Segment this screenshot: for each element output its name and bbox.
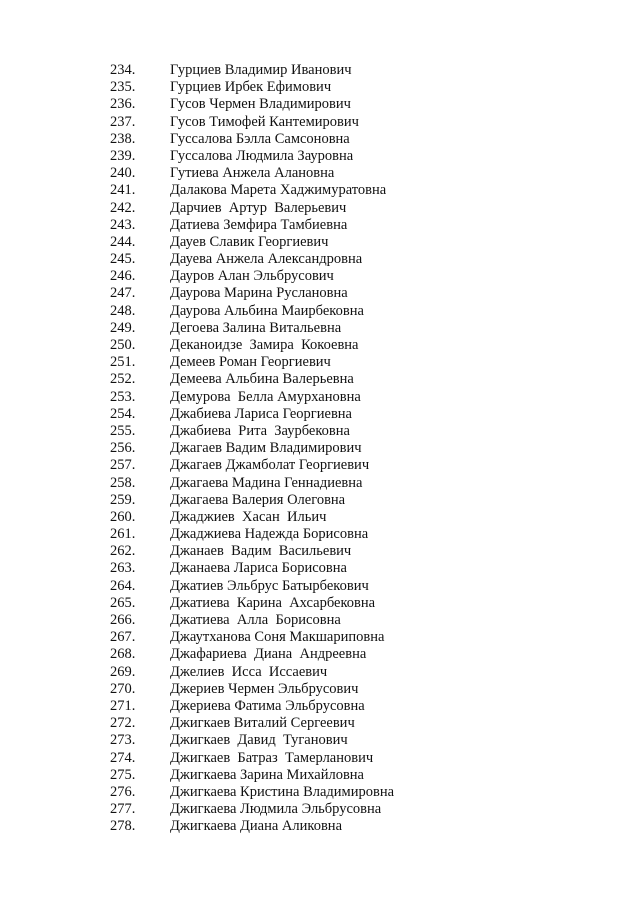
list-item	[0, 629, 640, 646]
entry-number: 242.	[110, 199, 136, 216]
entry-number: 257.	[110, 457, 136, 474]
entry-full-name: Джагаева Мадина Геннадиевна	[170, 474, 363, 491]
entry-full-name: Даурова Марина Руслановна	[170, 285, 348, 302]
entry-number: 250.	[110, 337, 136, 353]
entry-number: 260.	[110, 508, 136, 525]
entry-number: 278.	[110, 818, 136, 835]
entry-full-name: Джатиева Алла Борисовна	[170, 612, 341, 628]
entry-full-name: Далакова Марета Хаджимуратовна	[170, 182, 387, 199]
list-item	[0, 440, 640, 457]
entry-number: 249.	[110, 319, 136, 336]
entry-full-name: Дегоева Залина Витальевна	[170, 319, 342, 336]
entry-number: 276.	[110, 783, 136, 800]
entry-full-name: Демеев Роман Георгиевич	[170, 354, 331, 371]
entry-number: 254.	[110, 405, 136, 422]
list-item	[0, 784, 640, 801]
list-item	[0, 165, 640, 182]
entry-number: 252.	[110, 371, 136, 388]
list-item	[0, 612, 640, 629]
list-item	[0, 148, 640, 165]
entry-full-name: Гурциев Ирбек Ефимович	[170, 79, 332, 96]
entry-number: 263.	[110, 560, 136, 577]
entry-number: 267.	[110, 629, 136, 646]
list-item	[0, 578, 640, 595]
list-item	[0, 475, 640, 492]
entry-number: 245.	[110, 251, 136, 268]
list-item	[0, 217, 640, 234]
entry-number: 270.	[110, 680, 136, 697]
entry-full-name: Джигкаева Кристина Владимировна	[170, 783, 395, 800]
list-item	[0, 732, 640, 749]
list-item	[0, 182, 640, 199]
entry-full-name: Дауев Славик Георгиевич	[170, 233, 329, 250]
entry-number: 244.	[110, 233, 136, 250]
list-item	[0, 767, 640, 784]
list-item	[0, 234, 640, 251]
entry-full-name: Дауева Анжела Александровна	[170, 251, 363, 268]
entry-full-name: Гусов Тимофей Кантемирович	[170, 113, 359, 130]
entry-number: 256.	[110, 440, 136, 457]
entry-number: 247.	[110, 285, 136, 302]
entry-number: 266.	[110, 612, 136, 628]
list-item	[0, 251, 640, 268]
entry-full-name: Гусов Чермен Владимирович	[170, 96, 351, 113]
list-item	[0, 595, 640, 612]
entry-number: 261.	[110, 526, 136, 543]
entry-full-name: Джигкаев Давид Туганович	[170, 732, 348, 749]
entry-full-name: Джафариева Диана Андреевна	[170, 646, 367, 663]
list-item	[0, 62, 640, 79]
entry-full-name: Джелиев Исса Иссаевич	[170, 663, 328, 680]
entry-full-name: Джагаев Вадим Владимирович	[170, 440, 362, 457]
entry-number: 239.	[110, 147, 136, 164]
list-item	[0, 406, 640, 423]
entry-number: 253.	[110, 388, 136, 405]
entry-full-name: Джигкаев Виталий Сергеевич	[170, 715, 355, 732]
list-item	[0, 543, 640, 560]
list-item	[0, 818, 640, 835]
entry-number: 243.	[110, 216, 136, 233]
list-item	[0, 79, 640, 96]
entry-number: 274.	[110, 749, 136, 766]
entry-full-name: Дауров Алан Эльбрусович	[170, 268, 334, 285]
entry-full-name: Джагаев Джамболат Георгиевич	[170, 457, 370, 474]
entry-number: 234.	[110, 62, 136, 78]
list-item	[0, 646, 640, 663]
list-item	[0, 354, 640, 371]
entry-number: 255.	[110, 422, 136, 439]
entry-number: 259.	[110, 491, 136, 508]
entry-full-name: Джабиева Рита Заурбековна	[170, 422, 350, 439]
entry-full-name: Джанаев Вадим Васильевич	[170, 543, 352, 560]
entry-number: 248.	[110, 302, 136, 319]
list-item	[0, 320, 640, 337]
list-item	[0, 285, 640, 302]
list-item	[0, 681, 640, 698]
entry-full-name: Демурова Белла Амурхановна	[170, 388, 361, 405]
entry-number: 236.	[110, 96, 136, 113]
list-item	[0, 664, 640, 681]
entry-number: 235.	[110, 79, 136, 96]
entry-full-name: Деканоидзе Замира Кокоевна	[170, 337, 359, 353]
entry-number: 237.	[110, 113, 136, 130]
list-item	[0, 801, 640, 818]
entry-number: 238.	[110, 130, 136, 147]
list-item	[0, 750, 640, 767]
entry-number: 268.	[110, 646, 136, 663]
list-item	[0, 560, 640, 577]
entry-number: 246.	[110, 268, 136, 285]
entry-full-name: Гуссалова Бэлла Самсоновна	[170, 130, 350, 147]
list-item	[0, 492, 640, 509]
entry-full-name: Джаджиев Хасан Ильич	[170, 508, 327, 525]
entry-full-name: Демеева Альбина Валерьевна	[170, 371, 354, 388]
entry-full-name: Гурциев Владимир Иванович	[170, 62, 352, 78]
list-item	[0, 698, 640, 715]
entry-full-name: Гутиева Анжела Алановна	[170, 165, 335, 182]
entry-full-name: Джигкаева Диана Аликовна	[170, 818, 343, 835]
list-item	[0, 371, 640, 388]
list-item	[0, 423, 640, 440]
entry-full-name: Джериев Чермен Эльбрусович	[170, 680, 359, 697]
list-item	[0, 114, 640, 131]
entry-full-name: Датиева Земфира Тамбиевна	[170, 216, 348, 233]
entry-number: 273.	[110, 732, 136, 749]
entry-number: 251.	[110, 354, 136, 371]
list-item	[0, 509, 640, 526]
entry-full-name: Джериева Фатима Эльбрусовна	[170, 697, 365, 714]
entry-full-name: Джаутханова Соня Макшариповна	[170, 629, 385, 646]
entry-number: 265.	[110, 594, 136, 611]
entry-number: 272.	[110, 715, 136, 732]
list-item	[0, 200, 640, 217]
entry-full-name: Джигкаева Зарина Михайловна	[170, 766, 364, 783]
entry-full-name: Джигкаева Людмила Эльбрусовна	[170, 801, 382, 818]
list-item	[0, 131, 640, 148]
name-list	[0, 62, 640, 835]
entry-full-name: Джанаева Лариса Борисовна	[170, 560, 347, 577]
entry-number: 277.	[110, 801, 136, 818]
entry-number: 269.	[110, 663, 136, 680]
entry-number: 258.	[110, 474, 136, 491]
entry-full-name: Гуссалова Людмила Зауровна	[170, 147, 354, 164]
entry-full-name: Джабиева Лариса Георгиевна	[170, 405, 352, 422]
entry-full-name: Джагаева Валерия Олеговна	[170, 491, 346, 508]
entry-number: 275.	[110, 766, 136, 783]
entry-full-name: Джатиев Эльбрус Батырбекович	[170, 577, 369, 594]
entry-number: 241.	[110, 182, 136, 199]
entry-full-name: Джаджиева Надежда Борисовна	[170, 526, 369, 543]
list-item	[0, 303, 640, 320]
list-item	[0, 389, 640, 406]
list-item	[0, 715, 640, 732]
entry-number: 240.	[110, 165, 136, 182]
entry-full-name: Дарчиев Артур Валерьевич	[170, 199, 347, 216]
list-item	[0, 96, 640, 113]
entry-number: 262.	[110, 543, 136, 560]
list-item	[0, 337, 640, 354]
list-item	[0, 457, 640, 474]
entry-number: 271.	[110, 697, 136, 714]
entry-full-name: Джатиева Карина Ахсарбековна	[170, 594, 376, 611]
entry-full-name: Даурова Альбина Маирбековна	[170, 302, 364, 319]
list-item	[0, 268, 640, 285]
list-item	[0, 526, 640, 543]
entry-full-name: Джигкаев Батраз Тамерланович	[170, 749, 374, 766]
entry-number: 264.	[110, 577, 136, 594]
